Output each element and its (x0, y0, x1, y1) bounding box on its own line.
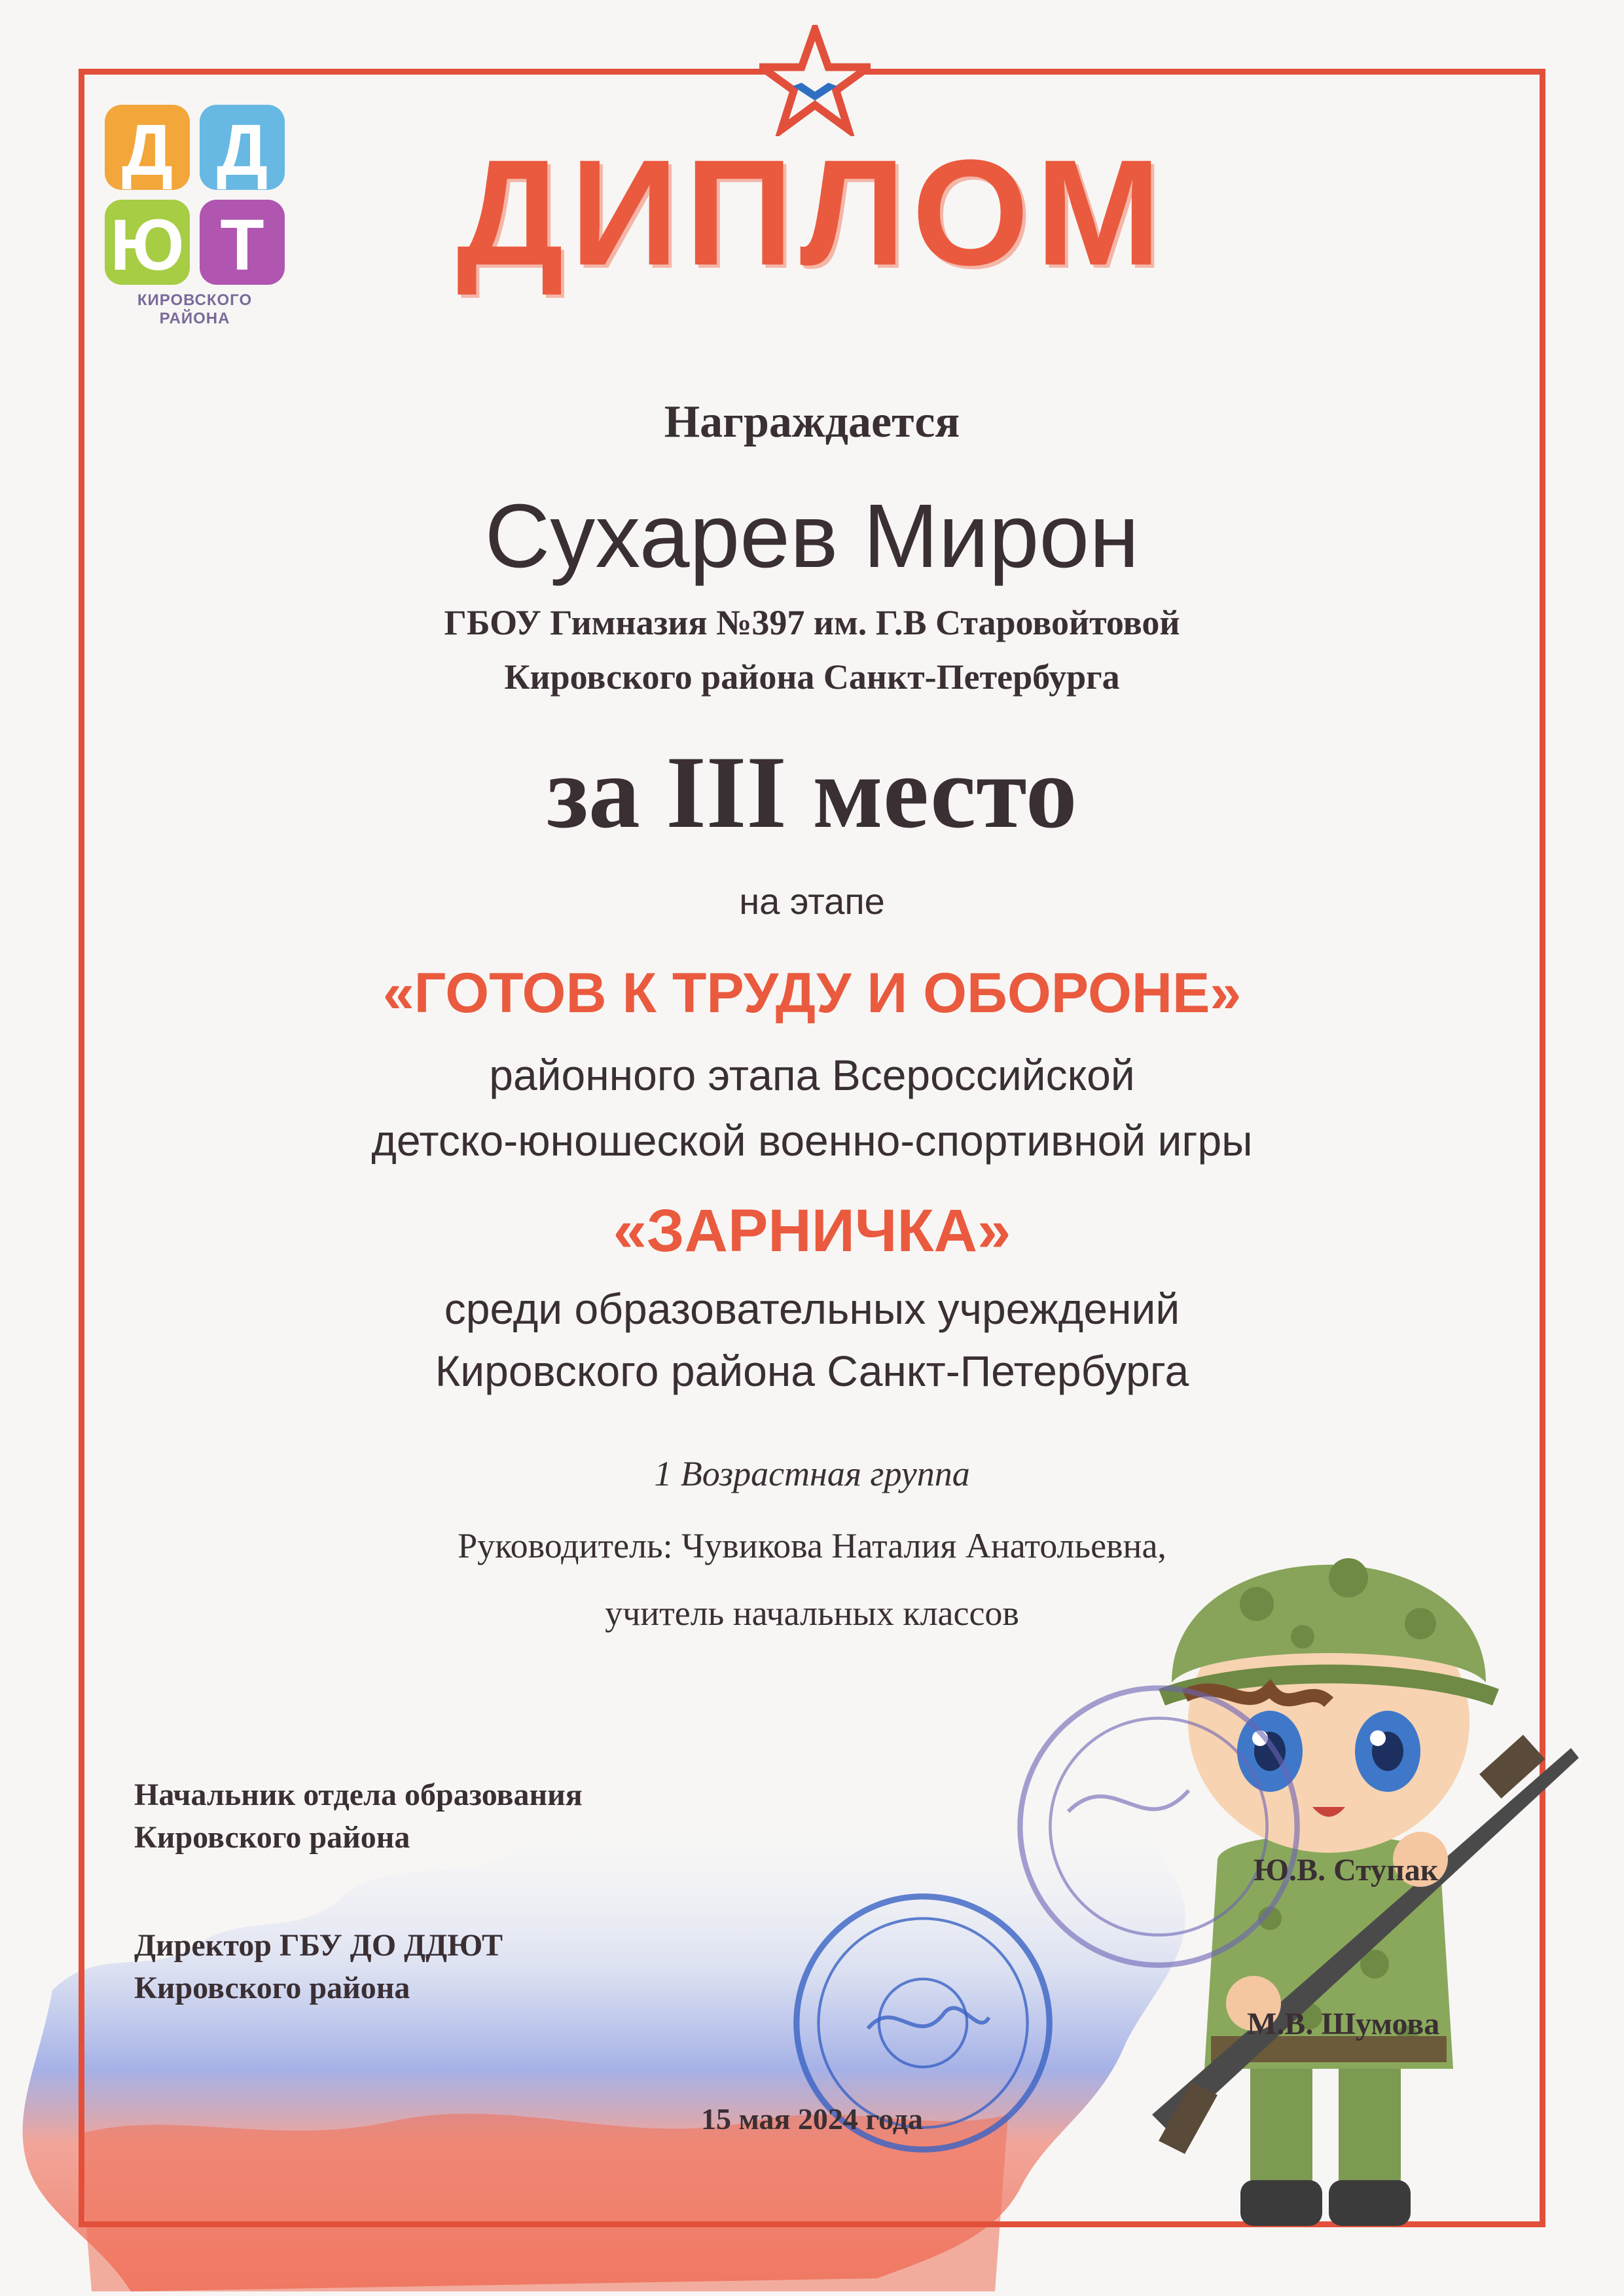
stage-prefix: на этапе (739, 881, 885, 922)
school-line-1: ГБОУ Гимназия №397 им. Г.В Старовойтовой (444, 603, 1180, 642)
stage-name: «ГОТОВ К ТРУДУ И ОБОРОНЕ» (382, 962, 1242, 1025)
event-line-1: районного этапа Всероссийской (489, 1051, 1135, 1099)
age-group: 1 Возрастная группа (654, 1454, 970, 1493)
among-line-2: Кировского района Санкт-Петербурга (435, 1347, 1189, 1395)
school-line-2: Кировского района Санкт-Петербурга (504, 657, 1120, 697)
director-name: М.В. Шумова (1247, 2007, 1440, 2041)
logo-letter-4: Т (220, 205, 264, 285)
director-title-line-2: Кировского района (134, 1970, 410, 2005)
star-emblem-icon (759, 25, 871, 136)
event-line-2: детско-юношеской военно-спортивной игры (371, 1116, 1253, 1165)
director-title (134, 1925, 503, 2010)
head-title-line-1: Начальник отдела образования (134, 1777, 583, 1812)
leader-line-2: учитель начальных классов (605, 1594, 1019, 1633)
round-stamp-violet-icon (1008, 1676, 1309, 1977)
game-name: «ЗАРНИЧКА» (613, 1197, 1011, 1264)
head-title-line-2: Кировского района (134, 1819, 410, 1855)
recipient-name: Сухарев Мирон (484, 486, 1140, 587)
issue-date: 15 мая 2024 года (700, 2102, 924, 2136)
place-label: за III место (547, 735, 1077, 850)
head-title (134, 1774, 583, 1859)
logo-letter-1: Д (121, 110, 173, 191)
head-name: Ю.В. Ступак (1254, 1853, 1439, 1887)
logo-letter-2: Д (216, 110, 268, 191)
director-title-line-1: Директор ГБУ ДО ДДЮТ (134, 1928, 503, 1963)
logo-caption: КИРОВСКОГО РАЙОНА (137, 291, 253, 327)
among-line-1: среди образовательных учреждений (444, 1285, 1180, 1333)
logo-letter-3: Ю (110, 205, 185, 285)
diploma-title: ДИПЛОМ (456, 128, 1168, 297)
leader-line-1: Руководитель: Чувикова Наталия Анатольевна, (458, 1526, 1166, 1565)
awarded-label: Награждается (664, 397, 960, 447)
